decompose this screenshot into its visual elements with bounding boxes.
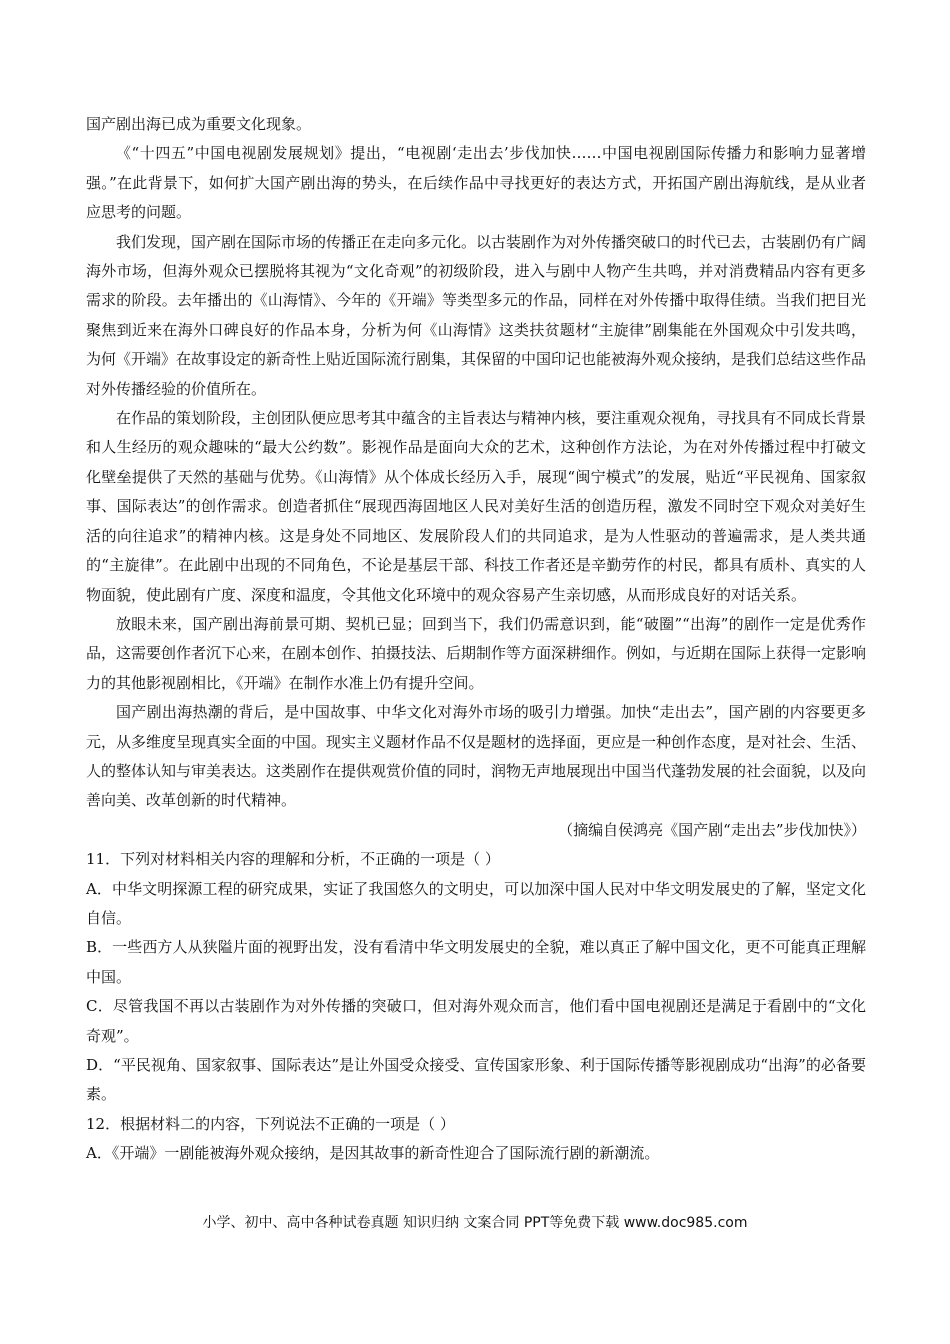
question-12-stem: 12．根据材料二的内容，下列说法不正确的一项是（ ）	[86, 1114, 455, 1133]
paragraph-5: 国产剧出海热潮的背后，是中国故事、中华文化对海外市场的吸引力增强。加快“走出去”，国产剧的内容要更多元，从多维度呈现真实全面的中国。现实主义题材作品不仅是题材的选择面，更应是一种创作态度，是对社会、生活、人的整体认知与审美表达。这类剧作在提供观赏价值的同时，润物无声地展现出中国当代蓬勃发展的社会面貌，以及向善向美、改革创新的时代精神。	[86, 703, 867, 810]
question-11-option-a: A．中华文明探源工程的研究成果，实证了我国悠久的文明史，可以加深中国人民对中华文明发展史的了解，坚定文化自信。	[86, 879, 866, 927]
source-citation: （摘编自侯鸿亮《国产剧“走出去”步伐加快》）	[558, 820, 866, 839]
question-12-option-a: A．《开端》一剧能被海外观众接纳，是因其故事的新奇性迎合了国际流行剧的新潮流。	[86, 1144, 660, 1163]
document-body	[86, 110, 866, 1169]
question-11-stem: 11．下列对材料相关内容的理解和分析，不正确的一项是（ ）	[86, 850, 500, 869]
paragraph-1: 《“十四五”中国电视剧发展规划》提出，“电视剧‘走出去’步伐加快……中国电视剧国际传播力和影响力显著增强。”在此背景下，如何扩大国产剧出海的势头，在后续作品中寻找更好的表达方式，开拓国产剧出海航线，是从业者应思考的问题。	[86, 144, 866, 222]
paragraph-0: 国产剧出海已成为重要文化现象。	[86, 115, 312, 133]
question-11-option-c: C．尽管我国不再以古装剧作为对外传播的突破口，但对海外观众而言，他们看中国电视剧还是满足于看剧中的“文化奇观”。	[86, 997, 866, 1045]
question-11-option-b: B．一些西方人从狭隘片面的视野出发，没有看清中华文明发展史的全貌，难以真正了解中国文化，更不可能真正理解中国。	[86, 938, 866, 986]
question-11-option-d: D．“平民视角、国家叙事、国际表达”是让外国受众接受、宣传国家形象、利于国际传播等影视剧成功“出海”的必备要素。	[86, 1056, 866, 1104]
paragraph-4: 放眼未来，国产剧出海前景可期、契机已显；回到当下，我们仍需意识到，能“破圈”“出海”的剧作一定是优秀作品，这需要创作者沉下心来，在剧本创作、拍摄技法、后期制作等方面深耕细作。例如，与近期在国际上获得一定影响力的其他影视剧相比，《开端》在制作水准上仍有提升空间。	[86, 614, 867, 692]
paragraph-2: 我们发现，国产剧在国际市场的传播正在走向多元化。以古装剧作为对外传播突破口的时代已去，古装剧仍有广阔海外市场，但海外观众已摆脱将其视为“文化奇观”的初级阶段，进入与剧中人物产生共鸣，并对消费精品内容有更多需求的阶段。去年播出的《山海情》、今年的《开端》等类型多元的作品，同样在对外传播中取得佳绩。当我们把目光聚焦到近来在海外口碑良好的作品本身，分析为何《山海情》这类扶贫题材“主旋律”剧集能在外国观众中引发共鸣，为何《开端》在故事设定的新奇性上贴近国际流行剧集，其保留的中国印记也能被海外观众接纳，是我们总结这些作品对外传播经验的价值所在。	[86, 232, 867, 398]
page-footer: 小学、初中、高中各种试卷真题 知识归纳 文案合同 PPT等免费下载 www.doc985.com	[202, 1215, 748, 1231]
paragraph-3: 在作品的策划阶段，主创团队便应思考其中蕴含的主旨表达与精神内核，要注重观众视角，寻找具有不同成长背景和人生经历的观众趣味的“最大公约数”。影视作品是面向大众的艺术，这种创作方法论，为在对外传播过程中打破文化壁垒提供了天然的基础与优势。《山海情》从个体成长经历入手，展现“闽宁模式”的发展，贴近“平民视角、国家叙事、国际表达”的创作需求。创造者抓住“展现西海固地区人民对美好生活的创造历程，激发不同时空下观众对美好生活的向往追求”的精神内核。这是身处不同地区、发展阶段人们的共同追求，是为人性驱动的普遍需求，是人类共通的“主旋律”。在此剧中出现的不同角色，不论是基层干部、科技工作者还是辛勤劳作的村民，都具有质朴、真实的人物面貌，使此剧有广度、深度和温度，令其他文化环境中的观众容易产生亲切感，从而形成良好的对话关系。	[86, 409, 867, 604]
